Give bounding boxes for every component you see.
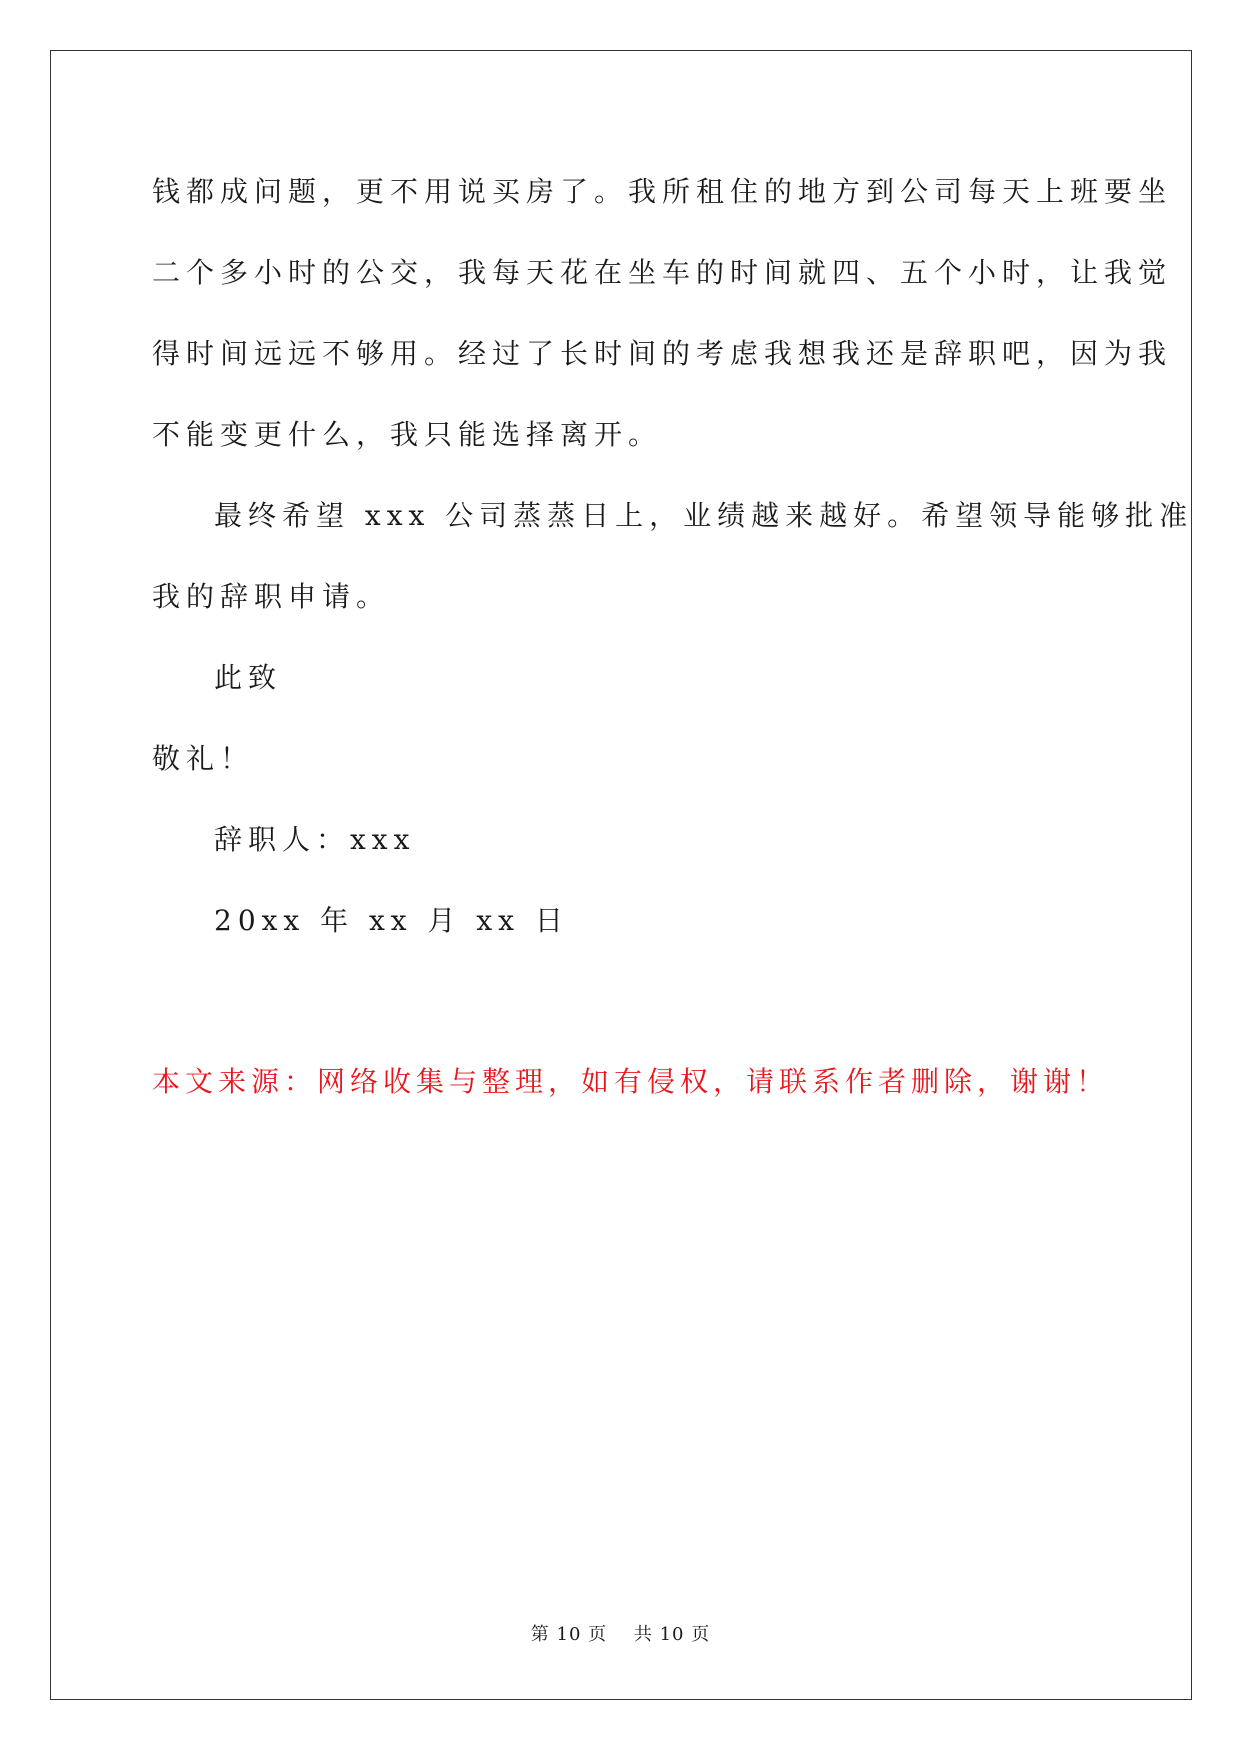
body-line: 二个多小时的公交，我每天花在坐车的时间就四、五个小时，让我觉 xyxy=(152,256,1173,289)
body-line: 不能变更什么，我只能选择离开。 xyxy=(152,418,663,451)
page-number-total: 共 10 页 xyxy=(633,1624,711,1645)
signature-name: 辞职人：xxx xyxy=(214,823,416,856)
document-body xyxy=(152,168,1194,978)
salutation: 此致 xyxy=(214,661,283,694)
body-line: 钱都成问题，更不用说买房了。我所租住的地方到公司每天上班要坐 xyxy=(152,175,1173,208)
signature-date: 20xx 年 xx 月 xx 日 xyxy=(214,904,569,937)
closing-paragraph-line: 最终希望 xxx 公司蒸蒸日上，业绩越来越好。希望领导能够批准 xyxy=(214,499,1194,532)
closing-paragraph-line: 我的辞职申请。 xyxy=(152,580,391,613)
body-line: 得时间远远不够用。经过了长时间的考虑我想我还是辞职吧，因为我 xyxy=(152,337,1173,370)
page-number-current: 第 10 页 xyxy=(530,1624,608,1645)
regards: 敬礼！ xyxy=(152,742,255,775)
source-note: 本文来源：网络收集与整理，如有侵权，请联系作者删除，谢谢！ xyxy=(152,1065,1110,1098)
page-footer xyxy=(0,1620,1241,1646)
